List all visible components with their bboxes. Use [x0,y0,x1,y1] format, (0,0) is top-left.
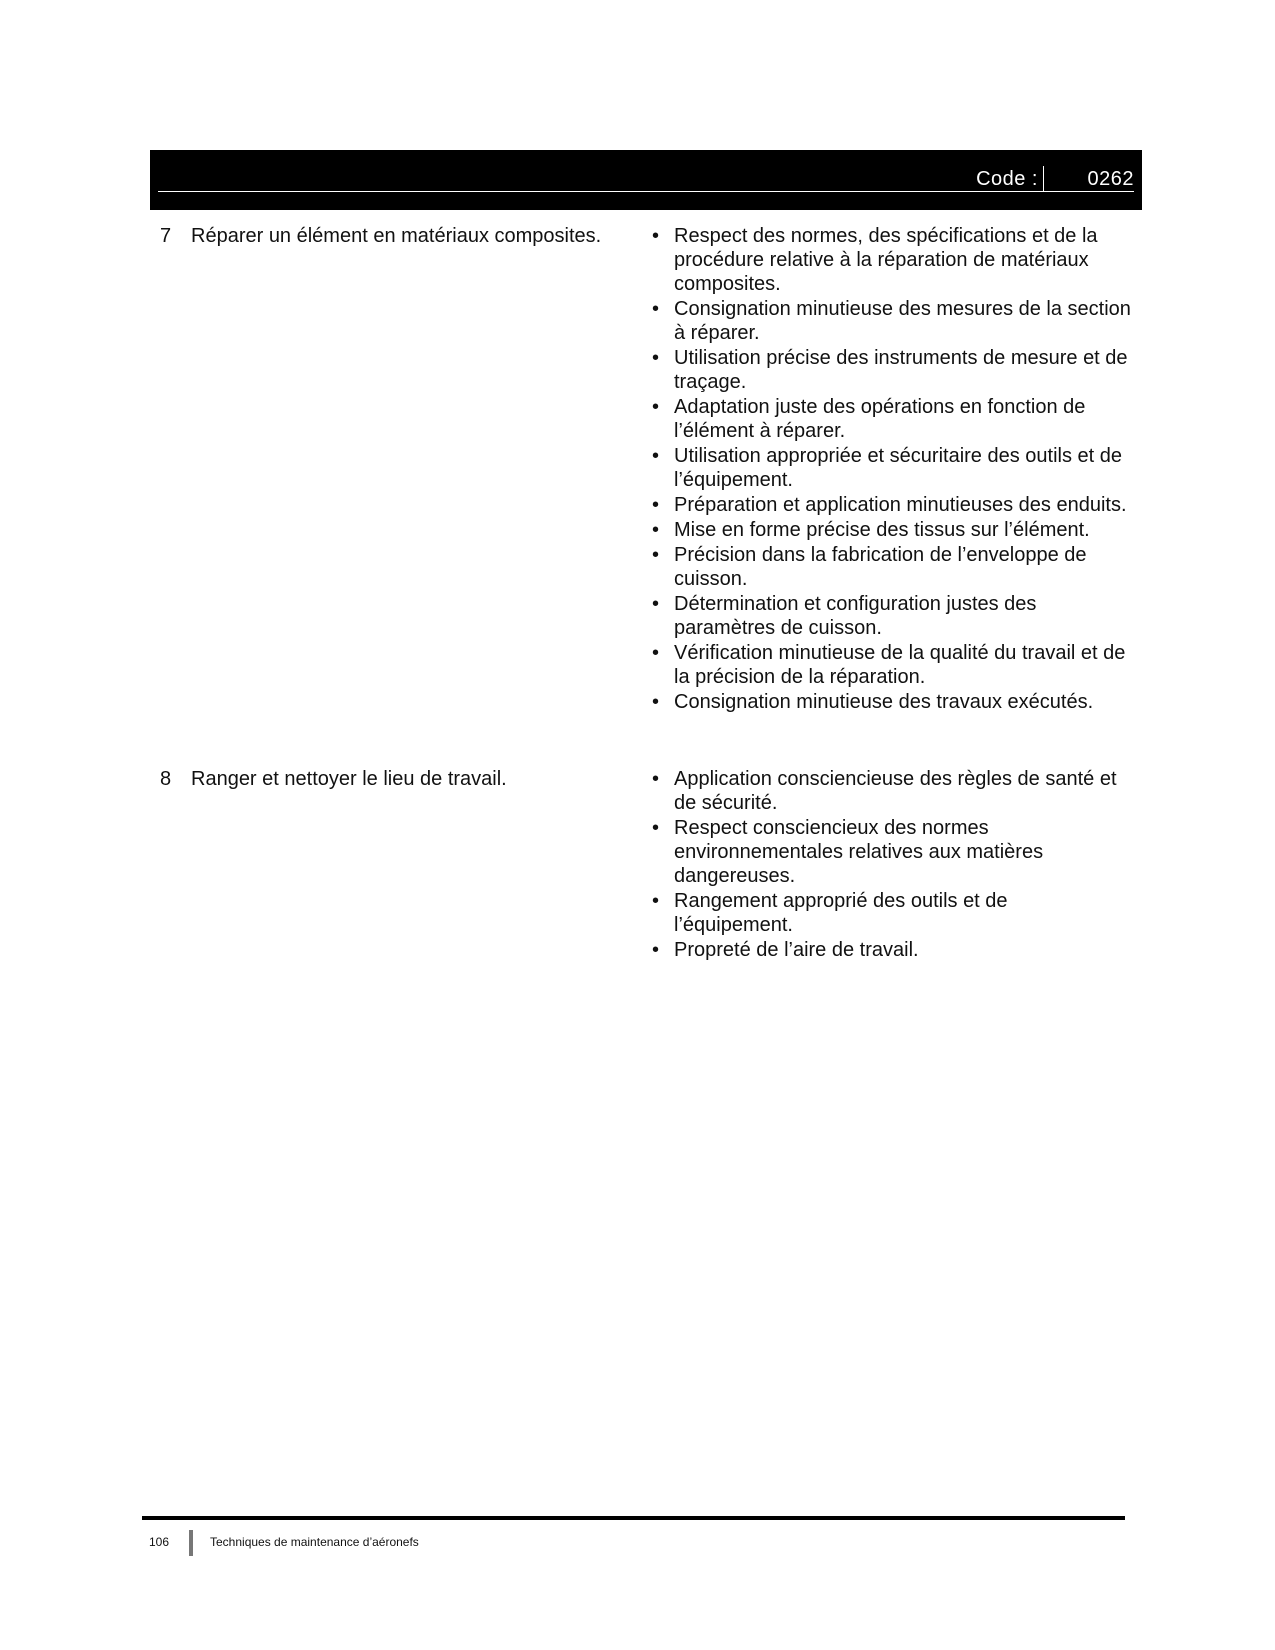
header-rule [158,191,1134,192]
page-number: 106 [149,1535,170,1549]
footer-rule [142,1516,1125,1520]
criteria-list-8 [652,767,1132,963]
criterion: • Consignation minutieuse des mesures de la section à réparer. [652,297,1132,345]
criterion: • Propreté de l’aire de travail. [652,938,1132,962]
footer-divider [189,1530,193,1556]
step-text: Ranger et nettoyer le lieu de travail. [191,768,507,790]
criterion: • Préparation et application minutieuses des enduits. [652,493,1132,517]
code-value: 0262 [1087,168,1134,190]
header-bar [150,150,1142,210]
document-title: Techniques de maintenance d’aéronefs [210,1535,419,1549]
criterion: • Application consciencieuse des règles de santé et de sécurité. [652,767,1132,815]
criteria-list-7 [652,224,1132,715]
criterion: • Précision dans la fabrication de l’enveloppe de cuisson. [652,543,1132,591]
step-number: 7 [160,225,172,247]
criterion: • Respect des normes, des spécifications et de la procédure relative à la réparation de matériaux composites. [652,224,1132,296]
criterion: • Utilisation appropriée et sécuritaire des outils et de l’équipement. [652,444,1132,492]
criterion: • Utilisation précise des instruments de mesure et de traçage. [652,346,1132,394]
criterion: • Mise en forme précise des tissus sur l’élément. [652,518,1132,542]
criterion: • Respect consciencieux des normes environnementales relatives aux matières dangereuses. [652,816,1132,888]
criterion: • Rangement approprié des outils et de l’équipement. [652,889,1132,937]
criterion: • Consignation minutieuse des travaux exécutés. [652,690,1132,714]
criterion: • Détermination et configuration justes des paramètres de cuisson. [652,592,1132,640]
code-label: Code : [976,168,1038,190]
criterion: • Vérification minutieuse de la qualité du travail et de la précision de la réparation. [652,641,1132,689]
criterion: • Adaptation juste des opérations en fonction de l’élément à réparer. [652,395,1132,443]
step-text: Réparer un élément en matériaux composites. [191,225,602,247]
code-separator [1043,166,1044,191]
step-number: 8 [160,768,172,790]
